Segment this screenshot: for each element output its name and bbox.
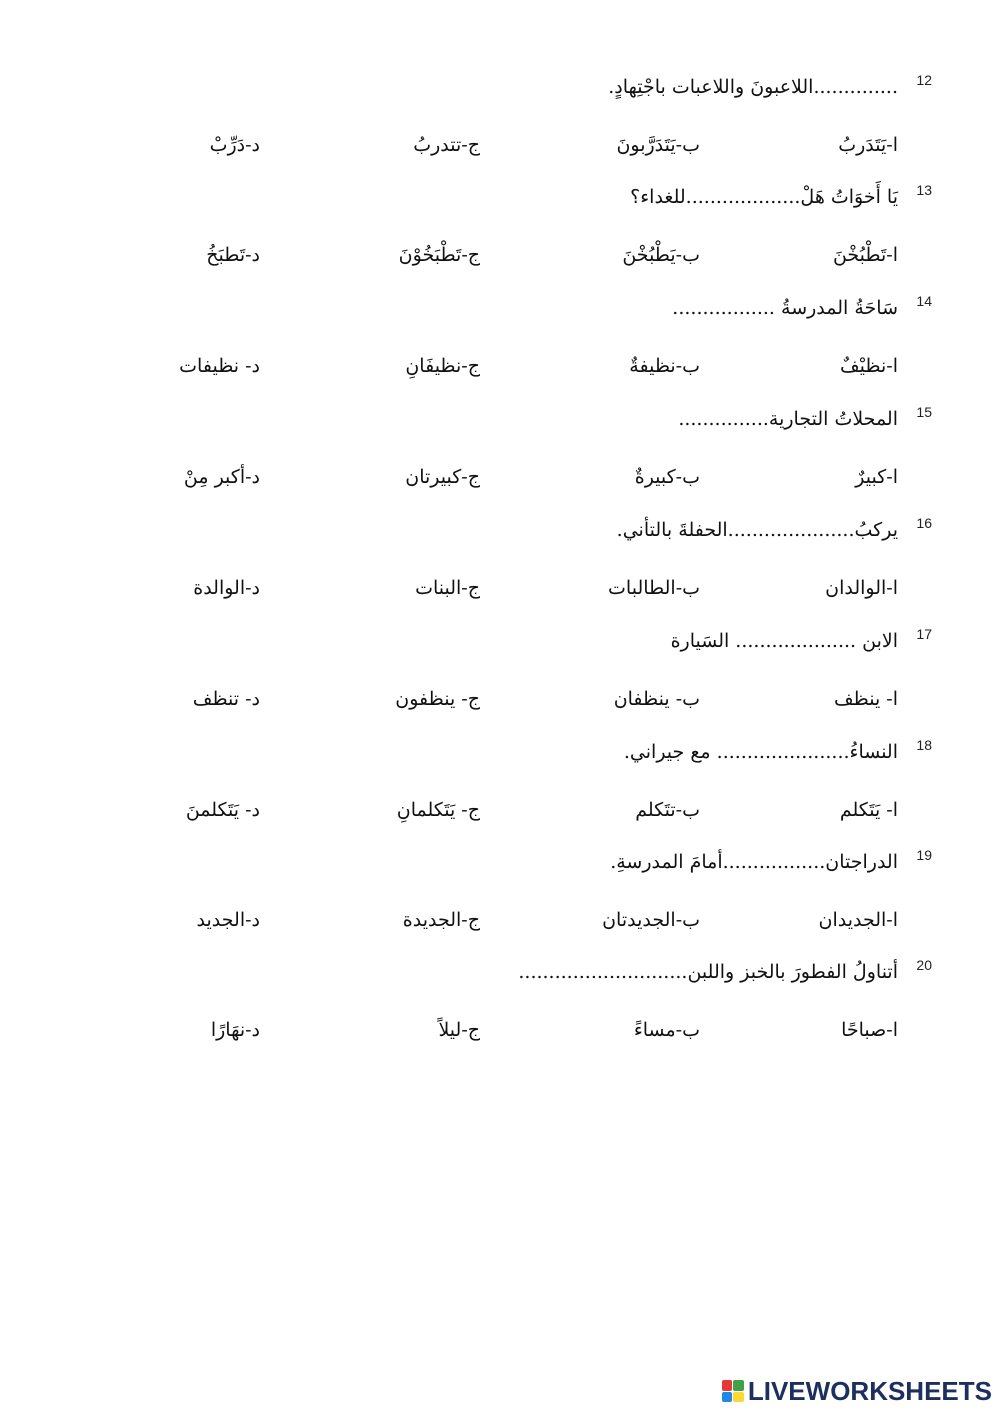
option-c[interactable]: ج- ينظفون [395, 688, 480, 710]
option-d[interactable]: د- نظيفات [179, 355, 260, 377]
option-c[interactable]: ج-ليلاً [438, 1019, 480, 1041]
question-19 [0, 847, 1000, 957]
option-c[interactable]: ج-نظيفَانِ [405, 355, 480, 377]
question-text: الابن .................... السَيارة [670, 630, 898, 652]
question-16 [0, 515, 1000, 625]
question-number: 13 [916, 182, 932, 198]
option-d[interactable]: د- تنظف [192, 688, 260, 710]
option-a[interactable]: ا-تَطْبُخْنَ [832, 244, 898, 266]
option-b[interactable]: ب- ينظفان [613, 688, 700, 710]
question-text: أتناولُ الفطورَ بالخبز واللبن............................ [518, 961, 898, 983]
logo-square-green [733, 1380, 744, 1391]
option-b[interactable]: ب-نظيفةٌ [629, 355, 700, 377]
question-20 [0, 957, 1000, 1067]
option-a[interactable]: ا- ينظف [833, 688, 898, 710]
question-text: سَاحَةُ المدرسةُ ................. [672, 297, 898, 319]
question-number: 20 [916, 957, 932, 973]
option-d[interactable]: د- يَتَكلمنَ [185, 799, 260, 821]
question-number: 14 [916, 293, 932, 309]
option-a[interactable]: ا-صباحًا [841, 1019, 898, 1041]
option-c[interactable]: ج- يَتَكلمانِ [396, 799, 480, 821]
option-b[interactable]: ب-كبيرةٌ [634, 466, 700, 488]
option-b[interactable]: ب-الجديدتان [602, 909, 700, 931]
question-number: 17 [916, 626, 932, 642]
option-d[interactable]: د-دَرِّبْ [209, 134, 260, 156]
question-text: النساءُ...................... مع جيراني. [623, 741, 898, 763]
option-c[interactable]: ج-كبيرتان [405, 466, 480, 488]
option-c[interactable]: ج-تَطْبَخُوْنَ [398, 244, 480, 266]
option-d[interactable]: د-أكبر مِنْ [183, 466, 260, 488]
option-a[interactable]: ا- يَتَكلم [839, 799, 898, 821]
option-b[interactable]: ب-تتَكلم [635, 799, 700, 821]
option-a[interactable]: ا-نظيْفٌ [840, 355, 898, 377]
question-15 [0, 404, 1000, 514]
question-text: الدراجتان.................أمامَ المدرسةِ. [610, 851, 898, 873]
option-c[interactable]: ج-الجديدة [402, 909, 480, 931]
liveworksheets-logo[interactable] [722, 1377, 992, 1405]
liveworksheets-logo-icon [722, 1380, 744, 1402]
option-a[interactable]: ا-كبيرٌ [855, 466, 898, 488]
option-c[interactable]: ج-البنات [415, 577, 480, 599]
question-text: يركبُ.....................الحفلةَ بالتأني. [616, 519, 898, 541]
option-a[interactable]: ا-الوالدان [825, 577, 898, 599]
question-text: يَا أَخوَاتُ هَلْ...................للغداء؟ [630, 186, 898, 208]
question-number: 19 [916, 847, 932, 863]
option-d[interactable]: د-الجديد [196, 909, 260, 931]
question-13 [0, 182, 1000, 292]
option-c[interactable]: ج-تتدربُ [413, 134, 480, 156]
question-number: 12 [916, 72, 932, 88]
question-text: ..............اللاعبونَ واللاعبات باجْتِهادٍ. [608, 76, 898, 98]
option-a[interactable]: ا-الجديدان [818, 909, 898, 931]
question-18 [0, 737, 1000, 847]
brand-name: LIVEWORKSHEETS [747, 1375, 992, 1406]
question-number: 15 [916, 404, 932, 420]
option-d[interactable]: د-نهَارًا [210, 1019, 260, 1041]
question-number: 16 [916, 515, 932, 531]
question-14 [0, 293, 1000, 403]
option-b[interactable]: ب-يَطْبُخْنَ [622, 244, 700, 266]
option-b[interactable]: ب-مساءً [633, 1019, 700, 1041]
option-b[interactable]: ب-يَتَدَرَّبونَ [616, 134, 700, 156]
option-a[interactable]: ا-يَتَدَربُ [838, 134, 898, 156]
question-text: المحلاتُ التجارية............... [678, 408, 898, 430]
question-number: 18 [916, 737, 932, 753]
question-17 [0, 626, 1000, 736]
logo-square-red [722, 1380, 733, 1391]
option-d[interactable]: د-الوالدة [193, 577, 260, 599]
question-12 [0, 72, 1000, 182]
logo-square-blue [722, 1392, 733, 1403]
option-d[interactable]: د-تَطبَخُ [206, 244, 260, 266]
logo-square-yellow [733, 1392, 744, 1403]
option-b[interactable]: ب-الطالبات [608, 577, 700, 599]
